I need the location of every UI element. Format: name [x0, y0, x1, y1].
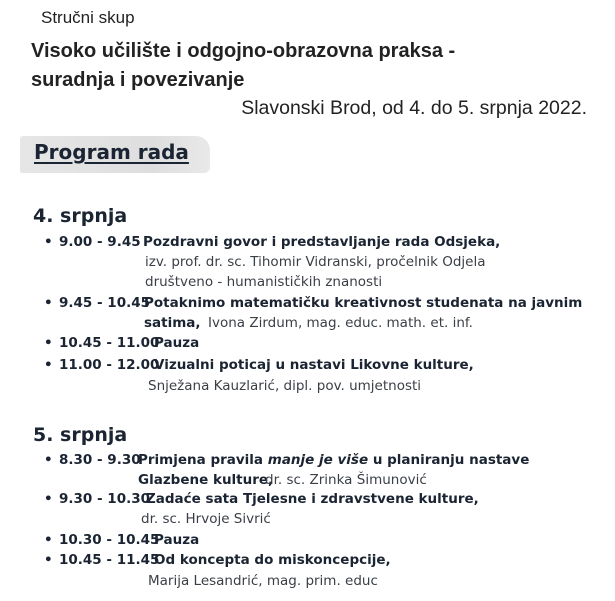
item-title: Pauza [154, 532, 200, 548]
event-title-line2: suradnja i povezivanje [31, 69, 245, 91]
event-title-line1: Visoko učilište i odgojno-obrazovna praksa - [31, 40, 456, 62]
item-title: Zadaće sata Tjelesne i zdravstvene kulture, [146, 491, 479, 507]
bullet: • [44, 532, 53, 548]
day-heading-2: 5. srpnja [33, 424, 128, 446]
item-title-italic: manje je više [267, 452, 369, 468]
day-heading-1: 4. srpnja [33, 205, 128, 227]
bullet: • [44, 357, 53, 373]
item-title-post: u planiranju nastave [372, 452, 530, 468]
item-time: 10.45 - 11.00 [59, 335, 160, 351]
bullet: • [44, 295, 53, 311]
item-speaker: izv. prof. dr. sc. Tihomir Vidranski, pročelnik Odjela [145, 254, 486, 270]
item-title [138, 450, 529, 470]
bullet: • [44, 491, 53, 507]
item-speaker-affiliation: društveno - humanističkih znanosti [145, 274, 383, 290]
item-speaker: dr. sc. Zrinka Šimunović [265, 472, 427, 488]
item-time: 8.30 - 9.30 [59, 452, 141, 468]
bullet: • [44, 335, 53, 351]
item-title: Vizualni poticaj u nastavi Likovne kulture, [154, 357, 474, 373]
item-time: 10.30 - 10.45 [59, 532, 160, 548]
item-time: 11.00 - 12.00 [59, 357, 160, 373]
bullet: • [44, 552, 53, 568]
item-time: 9.00 - 9.45 [59, 234, 141, 250]
item-time: 10.45 - 11.45 [59, 552, 160, 568]
item-title: Potaknimo matematičku kreativnost studenata na javnim [144, 295, 583, 311]
program-title: Program rada [34, 140, 189, 164]
bullet: • [44, 452, 53, 468]
item-speaker: dr. sc. Hrvoje Sivrić [141, 511, 271, 527]
event-type-label: Stručni skup [41, 8, 135, 27]
item-time: 9.45 - 10.45 [59, 295, 151, 311]
item-title: Pozdravni govor i predstavljanje rada Odsjeka, [143, 234, 501, 250]
bullet: • [44, 234, 53, 250]
event-title [31, 37, 591, 95]
item-title: Od koncepta do miskoncepcije, [154, 552, 391, 568]
item-title-cont: Glazbene kulture, [138, 472, 274, 488]
item-time: 9.30 - 10.30 [59, 491, 151, 507]
item-title-pre: Primjena pravila [138, 452, 264, 468]
item-speaker: Marija Lesandrić, mag. prim. educ [148, 573, 378, 589]
location-date: Slavonski Brod, od 4. do 5. srpnja 2022. [241, 97, 587, 119]
item-speaker: Ivona Zirdum, mag. educ. math. et. inf. [208, 315, 473, 331]
item-title-cont: satima, [144, 315, 201, 331]
item-speaker: Snježana Kauzlarić, dipl. pov. umjetnosti [148, 378, 422, 394]
item-title: Pauza [154, 335, 200, 351]
